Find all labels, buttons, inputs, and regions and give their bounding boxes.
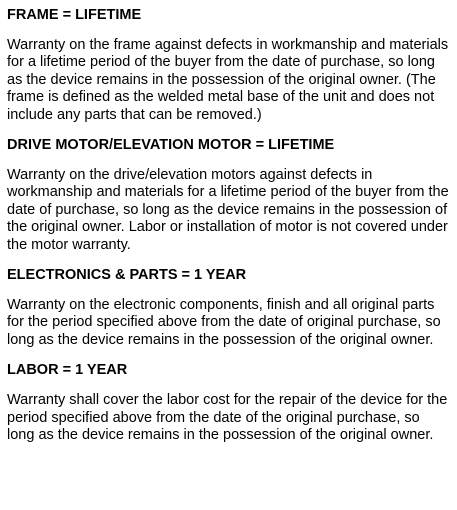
section-labor (7, 362, 451, 444)
section-body: Warranty shall cover the labor cost for the repair of the device for the period specified above from the date of the original purchase, so long as the device remains in the possession of the original owner. (7, 392, 448, 444)
section-frame (7, 7, 451, 124)
section-drive-motor (7, 137, 451, 254)
section-heading: ELECTRONICS & PARTS = 1 YEAR (7, 267, 247, 284)
section-body: Warranty on the frame against defects in workmanship and materials for a lifetime period of the buyer from the date of purchase, so long as the device remains in the possession of the original owner. (The frame is defined as the welded metal base of the unit and does not include any parts that can be removed.) (7, 37, 449, 123)
section-heading: DRIVE MOTOR/ELEVATION MOTOR = LIFETIME (7, 137, 335, 154)
section-body: Warranty on the drive/elevation motors against defects in workmanship and materials for a lifetime period of the buyer from the date of purchase, so long as the device remains in the possession of the original owner. Labor or installation of motor is not covered under the motor warranty. (7, 167, 449, 253)
section-heading: LABOR = 1 YEAR (7, 362, 128, 379)
section-electronics-parts (7, 267, 451, 349)
section-heading: FRAME = LIFETIME (7, 7, 142, 23)
section-body: Warranty on the electronic components, finish and all original parts for the period specified above from the date of original purchase, so long as the device remains in the possession of the original owner. (7, 297, 441, 348)
